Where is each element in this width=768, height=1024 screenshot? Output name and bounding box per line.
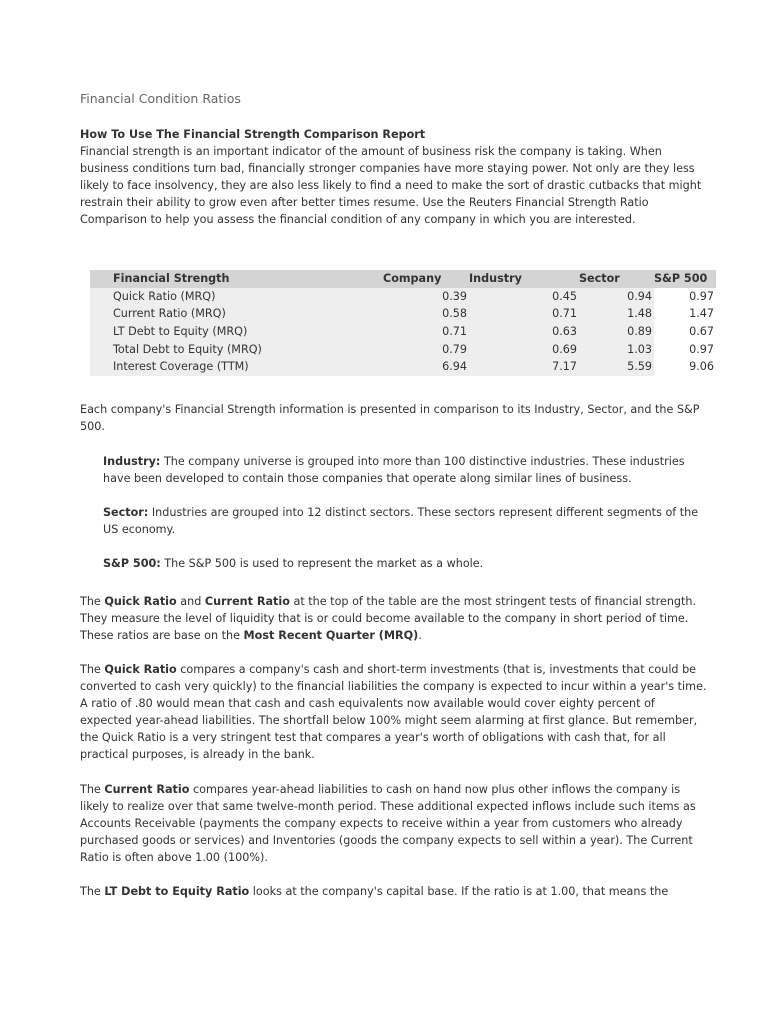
sector-description: Industries are grouped into 12 distinct sectors. These sectors represent different segments of the US economy. <box>103 506 699 536</box>
row-label: Total Debt to Equity (MRQ) <box>113 342 262 356</box>
page-title: Financial Condition Ratios <box>80 91 241 106</box>
header-company: Company <box>383 272 442 286</box>
sp500-value: 9.06 <box>654 358 716 376</box>
sector-value: 0.94 <box>627 289 652 303</box>
text-span: . <box>418 629 422 642</box>
industry-definition <box>103 453 703 487</box>
text-span: looks at the company's capital base. If the ratio is at 1.00, that means the <box>249 885 669 898</box>
sp500-value: 0.97 <box>654 288 716 306</box>
industry-value: 0.45 <box>552 289 577 303</box>
text-span: The <box>80 663 105 676</box>
text-span: The <box>80 595 105 608</box>
sector-definition <box>103 504 703 538</box>
sector-term: Sector: <box>103 506 149 519</box>
mrq-term: Most Recent Quarter (MRQ) <box>243 629 419 642</box>
comparison-paragraph: Each company's Financial Strength information is presented in comparison to its Industry, Sector, and the S&P 500. <box>80 403 700 433</box>
sp500-term: S&P 500: <box>103 557 161 570</box>
sector-value: 1.48 <box>627 307 652 321</box>
table-row <box>90 323 716 341</box>
text-span: and <box>176 595 205 608</box>
industry-value: 7.17 <box>552 360 577 374</box>
text-span: The <box>80 885 105 898</box>
sector-value: 1.03 <box>627 342 652 356</box>
quick-current-paragraph <box>80 593 710 644</box>
sp500-description: The S&P 500 is used to represent the market as a whole. <box>160 557 484 570</box>
row-label: Interest Coverage (TTM) <box>113 360 249 374</box>
company-value: 0.71 <box>442 325 467 339</box>
sp500-value: 0.97 <box>654 340 716 358</box>
lt-debt-term: LT Debt to Equity Ratio <box>104 885 250 898</box>
current-ratio-term: Current Ratio <box>104 783 190 796</box>
table-row <box>90 340 716 358</box>
row-label: Current Ratio (MRQ) <box>113 307 226 321</box>
sector-value: 0.89 <box>627 325 652 339</box>
sp500-value: 0.67 <box>654 323 716 341</box>
company-value: 0.39 <box>442 289 467 303</box>
company-value: 6.94 <box>442 360 467 374</box>
section-subheading: How To Use The Financial Strength Comparison Report <box>80 128 426 141</box>
table-row <box>90 288 716 306</box>
text-span: compares year-ahead liabilities to cash on hand now plus other inflows the company is likely to realize over that same twelve-month period. These additional expected inflows include such items as Accounts Receivable (payments the company expects to receive within a year from customers who already purchased goods or services) and Inventories (goods the company expects to sell within a year). The Current Ratio is often above 1.00 (100%). <box>80 783 696 864</box>
current-ratio-term: Current Ratio <box>204 595 290 608</box>
table-row <box>90 358 716 376</box>
company-value: 0.58 <box>442 307 467 321</box>
sp500-definition <box>103 555 703 572</box>
text-span: The <box>80 783 105 796</box>
financial-strength-table <box>90 270 716 376</box>
header-financial-strength: Financial Strength <box>113 272 230 286</box>
row-label: Quick Ratio (MRQ) <box>113 289 216 303</box>
header-sector: Sector <box>579 272 620 286</box>
text-span: compares a company's cash and short-term investments (that is, investments that could be converted to cash very quickly) to the financial liabilities the company is expected to incur within a year's time. A ratio of .80 would mean that cash and cash equivalents now available would cover eighty percent of expected year-ahead liabilities. The shortfall below 100% might seem alarming at first glance. But remember, the Quick Ratio is a very stringent test that compares a year's worth of obligations with cash that, for all practical purposes, is already in the bank. <box>80 663 707 761</box>
header-industry: Industry <box>469 272 522 286</box>
table-header-row <box>90 270 716 288</box>
intro-paragraph: Financial strength is an important indicator of the amount of business risk the company is taking. When business conditions turn bad, financially stronger companies have more staying power. Not only are they less likely to face insolvency, they are also less likely to find a need to make the sort of drastic cutbacks that might restrain their ability to grow even after better times resume. Use the Reuters Financial Strength Ratio Comparison to help you assess the financial condition of any company in which you are interested. <box>80 145 702 226</box>
row-label: LT Debt to Equity (MRQ) <box>113 325 248 339</box>
company-value: 0.79 <box>442 342 467 356</box>
industry-description: The company universe is grouped into more than 100 distinctive industries. These industries have been developed to contain those companies that operate along similar lines of business. <box>103 455 685 485</box>
quick-ratio-term: Quick Ratio <box>104 595 177 608</box>
quick-ratio-term: Quick Ratio <box>104 663 177 676</box>
industry-value: 0.69 <box>552 342 577 356</box>
industry-value: 0.63 <box>552 325 577 339</box>
industry-term: Industry: <box>103 455 161 468</box>
text-span: at the top of the table are the most stringent tests of financial strength. They measure the level of liquidity that is or could become available to the company in short period of time. These ratios are base on the <box>80 595 697 642</box>
sector-value: 5.59 <box>627 360 652 374</box>
quick-ratio-paragraph <box>80 661 710 763</box>
industry-value: 0.71 <box>552 307 577 321</box>
sp500-value: 1.47 <box>654 305 716 323</box>
table-row <box>90 305 716 323</box>
header-sp500: S&P 500 <box>654 272 708 286</box>
current-ratio-paragraph <box>80 781 710 866</box>
lt-debt-paragraph <box>80 883 710 900</box>
